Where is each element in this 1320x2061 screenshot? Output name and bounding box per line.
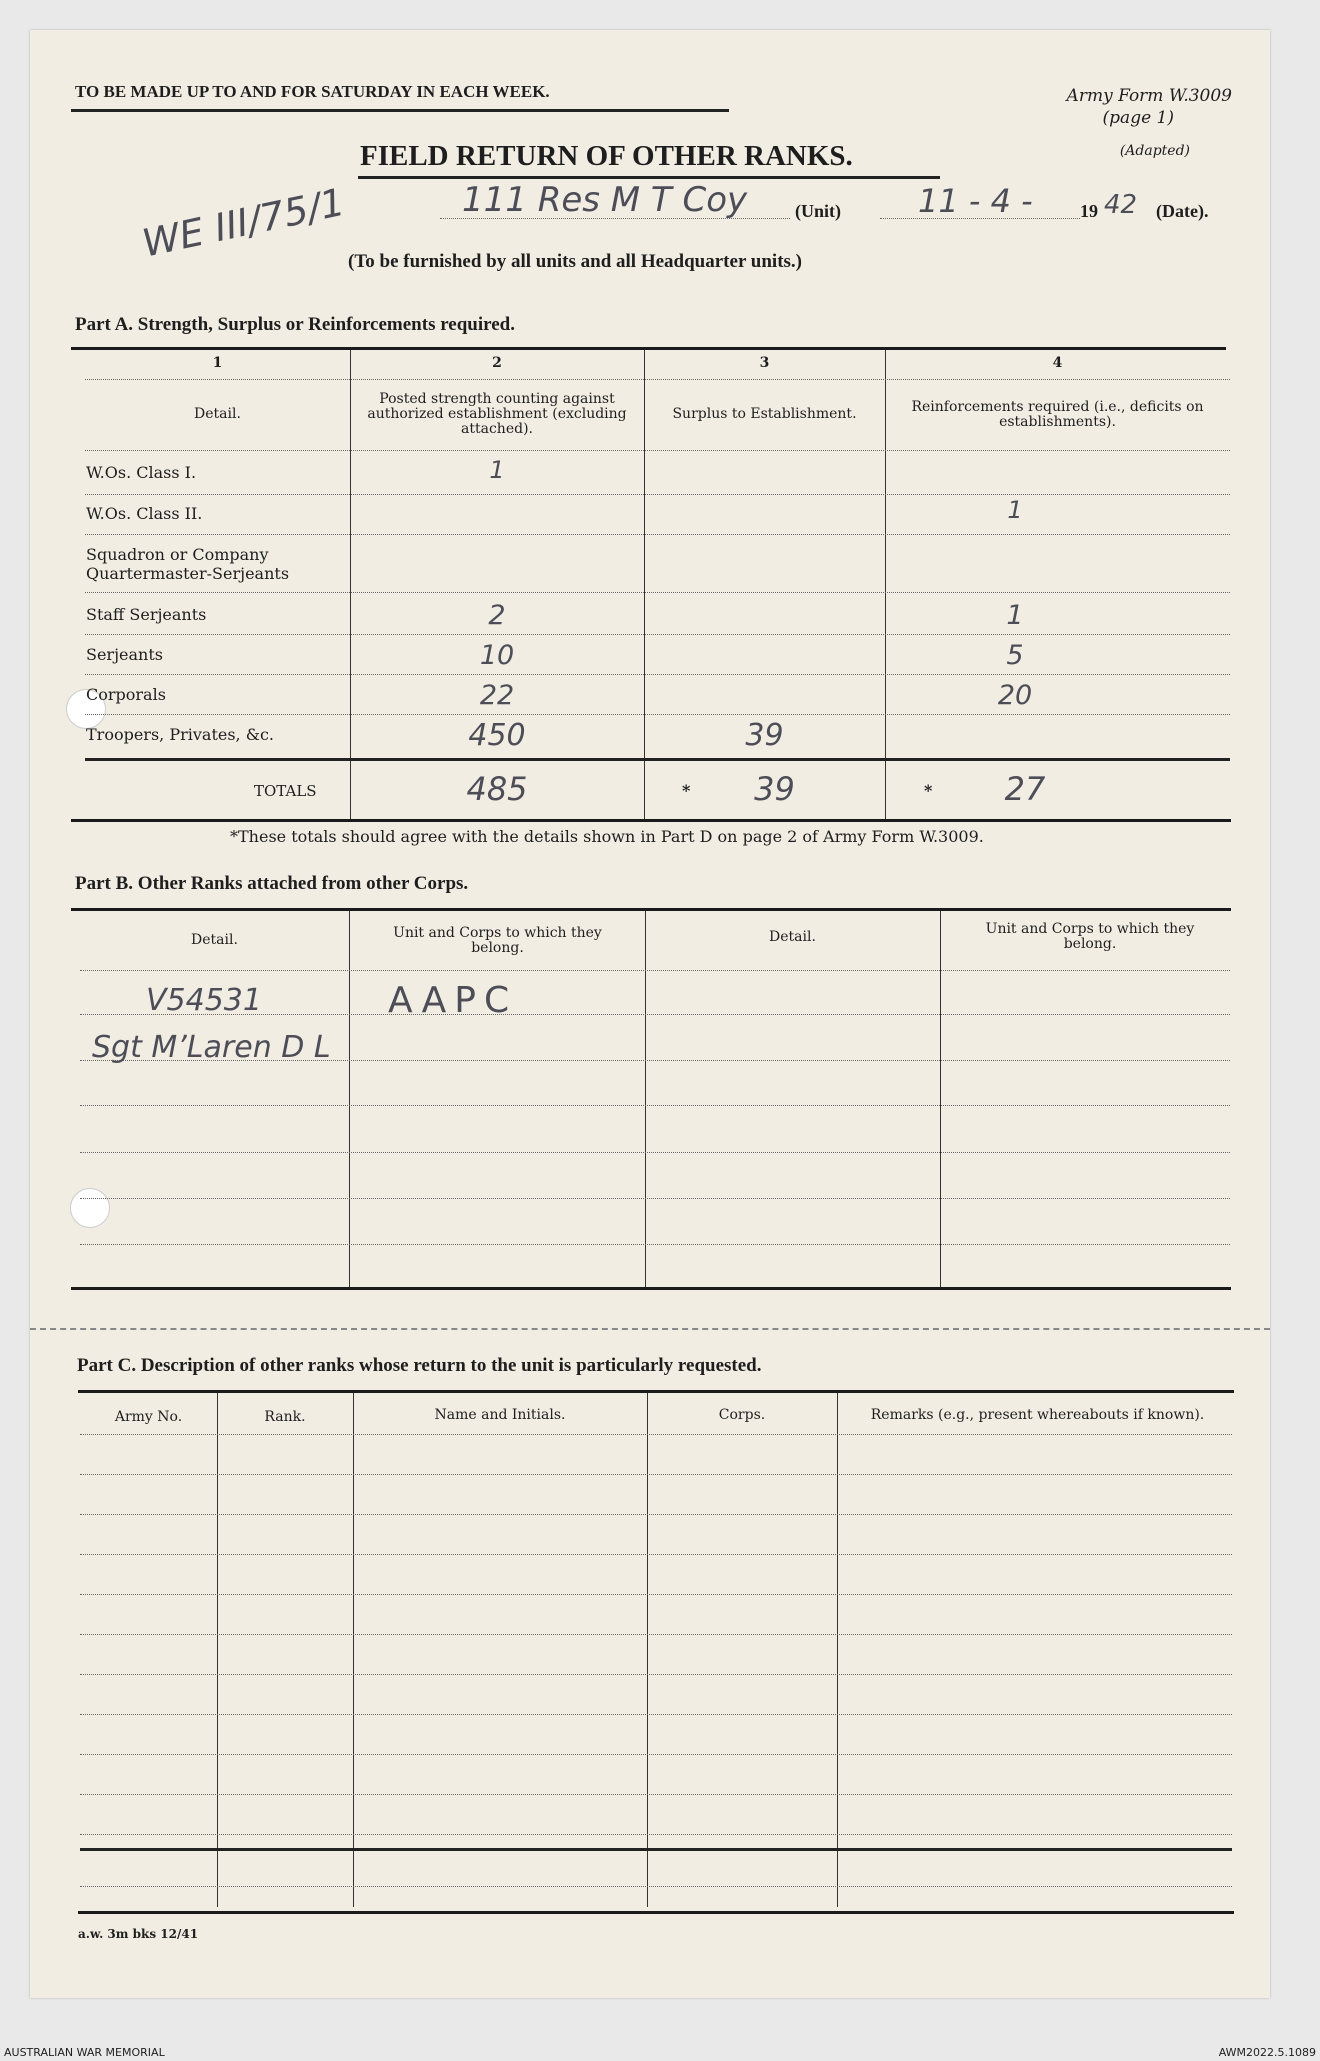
attached-corps: AAPC bbox=[388, 980, 518, 1021]
adapted-label: (Adapted) bbox=[1119, 143, 1190, 159]
part-c-row-rule bbox=[80, 1714, 1232, 1715]
col-number: 2 bbox=[492, 355, 502, 371]
part-a-header-surplus: Surplus to Establishment. bbox=[672, 406, 857, 422]
part-b-row-rule bbox=[80, 1152, 1230, 1153]
posted-wo-class-1: 1 bbox=[489, 456, 505, 484]
fold-line bbox=[30, 1328, 1270, 1330]
col-number: 1 bbox=[212, 355, 223, 371]
part-c-row-rule bbox=[80, 1474, 1232, 1475]
part-a-number-rule bbox=[85, 379, 1230, 380]
unit-value: 111 Res M T Coy bbox=[462, 180, 748, 220]
part-c-row-rule bbox=[80, 1514, 1232, 1515]
year-prefix: 19 bbox=[1080, 201, 1098, 221]
row-rule bbox=[85, 634, 1230, 635]
part-c-col-divider bbox=[217, 1393, 218, 1907]
row-rule bbox=[85, 534, 1230, 535]
part-c-row-rule bbox=[80, 1754, 1232, 1755]
part-c-col-divider bbox=[647, 1393, 648, 1907]
part-c-row-rule bbox=[80, 1794, 1232, 1795]
row-label-corporals: Corporals bbox=[86, 685, 166, 704]
army-form-label: Army Form W.3009 bbox=[1066, 86, 1232, 106]
row-label-troopers: Troopers, Privates, &c. bbox=[86, 725, 275, 744]
part-c-row-rule bbox=[80, 1434, 1232, 1435]
we-annotation: WE III/75/1 bbox=[138, 179, 349, 266]
reinf-corporals: 20 bbox=[997, 680, 1033, 711]
part-c-header-rank: Rank. bbox=[264, 1409, 306, 1425]
reinf-staff-serjeants: 1 bbox=[1006, 600, 1024, 631]
row-label-staff-serjeants: Staff Serjeants bbox=[86, 605, 207, 624]
part-c-row-rule bbox=[80, 1886, 1232, 1887]
part-a-title: Part A. Strength, Surplus or Reinforcements required. bbox=[75, 314, 515, 335]
instruction-underline bbox=[71, 109, 729, 112]
total-surplus: 39 bbox=[754, 770, 795, 808]
attached-army-number: V54531 bbox=[146, 983, 262, 1018]
part-c-title: Part C. Description of other ranks whose return to the unit is particularly requested. bbox=[77, 1355, 762, 1376]
right-credit: AWM2022.5.1089 bbox=[1218, 2046, 1316, 2059]
date-dotted-line bbox=[880, 218, 1080, 219]
part-a-col-divider bbox=[885, 350, 886, 820]
total-reinf: 27 bbox=[1004, 770, 1046, 808]
part-c-header-remarks: Remarks (e.g., present whereabouts if known). bbox=[870, 1407, 1205, 1423]
asterisk-marker: * bbox=[682, 781, 691, 800]
title-underline bbox=[358, 176, 940, 179]
row-rule bbox=[85, 714, 1230, 715]
row-label-cqms: Squadron or Company Quartermaster-Serjeants bbox=[86, 545, 290, 583]
part-b-col-divider bbox=[940, 911, 941, 1287]
posted-troopers: 450 bbox=[468, 718, 526, 753]
part-b-row-rule bbox=[80, 1244, 1230, 1245]
furnish-note: (To be furnished by all units and all Headquarter units.) bbox=[348, 251, 802, 272]
part-c-total-rule bbox=[80, 1848, 1232, 1851]
asterisk-marker: * bbox=[924, 781, 933, 800]
part-c-top-rule bbox=[78, 1390, 1234, 1393]
part-c-header-corps: Corps. bbox=[718, 1407, 766, 1423]
part-b-top-rule bbox=[71, 908, 1231, 911]
row-label-serjeants: Serjeants bbox=[86, 645, 163, 664]
part-b-header-detail-2: Detail. bbox=[769, 929, 816, 945]
part-b-header-unit-corps: Unit and Corps to which they belong. bbox=[393, 925, 602, 956]
row-label-wo-class-1: W.Os. Class I. bbox=[86, 463, 197, 482]
reinf-serjeants: 5 bbox=[1006, 640, 1024, 671]
unit-dotted-line bbox=[440, 218, 790, 219]
row-label-wo-class-2: W.Os. Class II. bbox=[86, 504, 203, 523]
page-title: FIELD RETURN OF OTHER RANKS. bbox=[360, 140, 853, 172]
part-a-top-rule bbox=[71, 347, 1226, 350]
part-b-header-detail: Detail. bbox=[191, 932, 238, 948]
instruction-text: TO BE MADE UP TO AND FOR SATURDAY IN EACH WEEK. bbox=[75, 82, 550, 101]
row-rule bbox=[85, 674, 1230, 675]
part-a-header-rule bbox=[85, 450, 1230, 451]
print-code: a.w. 3m bks 12/41 bbox=[78, 1927, 199, 1941]
date-label: (Date). bbox=[1156, 201, 1209, 221]
punch-hole bbox=[70, 1188, 110, 1228]
part-b-col-divider bbox=[349, 911, 350, 1287]
part-c-col-divider bbox=[837, 1393, 838, 1907]
part-c-bottom-rule bbox=[78, 1911, 1234, 1914]
totals-top-rule bbox=[85, 758, 1230, 761]
part-b-header-unit-corps-2: Unit and Corps to which they belong. bbox=[985, 921, 1195, 952]
surplus-troopers: 39 bbox=[745, 718, 784, 753]
part-b-col-divider bbox=[645, 911, 646, 1287]
part-c-row-rule bbox=[80, 1674, 1232, 1675]
part-c-header-name: Name and Initials. bbox=[434, 1407, 566, 1423]
year-handwritten: 42 bbox=[1104, 190, 1138, 220]
part-a-header-detail: Detail. bbox=[194, 406, 241, 422]
page-label: (page 1) bbox=[1102, 108, 1174, 128]
unit-label: (Unit) bbox=[795, 201, 841, 221]
date-day-month: 11 - 4 - bbox=[918, 182, 1033, 220]
part-a-header-posted: Posted strength counting against authorized establishment (excluding attached). bbox=[367, 391, 627, 437]
part-a-header-reinforcements: Reinforcements required (i.e., deficits on establishments). bbox=[911, 399, 1204, 430]
attached-name: Sgt M’Laren D L bbox=[92, 1030, 331, 1065]
reinf-wo-class-2: 1 bbox=[1007, 496, 1023, 524]
left-credit: AUSTRALIAN WAR MEMORIAL bbox=[4, 2046, 165, 2059]
col-number: 4 bbox=[1052, 355, 1063, 371]
row-rule bbox=[85, 592, 1230, 593]
part-b-title: Part B. Other Ranks attached from other Corps. bbox=[75, 873, 469, 894]
part-c-col-divider bbox=[353, 1393, 354, 1907]
col-number: 3 bbox=[759, 355, 770, 371]
part-c-row-rule bbox=[80, 1634, 1232, 1635]
posted-staff-serjeants: 2 bbox=[488, 600, 506, 631]
part-c-header-army-no: Army No. bbox=[114, 1409, 183, 1425]
totals-label: TOTALS bbox=[254, 782, 317, 800]
part-b-bottom-rule bbox=[71, 1287, 1231, 1290]
part-b-row-rule bbox=[80, 1105, 1230, 1106]
total-posted: 485 bbox=[466, 770, 528, 808]
posted-serjeants: 10 bbox=[479, 640, 515, 671]
part-b-row-rule bbox=[80, 970, 1230, 971]
part-a-bottom-rule bbox=[71, 819, 1231, 822]
part-a-footnote: *These totals should agree with the details shown in Part D on page 2 of Army Form W.3009. bbox=[230, 827, 984, 846]
row-rule bbox=[85, 494, 1230, 495]
part-b-row-rule bbox=[80, 1198, 1230, 1199]
part-c-row-rule bbox=[80, 1594, 1232, 1595]
part-c-row-rule bbox=[80, 1554, 1232, 1555]
posted-corporals: 22 bbox=[479, 680, 515, 711]
part-c-row-rule bbox=[80, 1834, 1232, 1835]
